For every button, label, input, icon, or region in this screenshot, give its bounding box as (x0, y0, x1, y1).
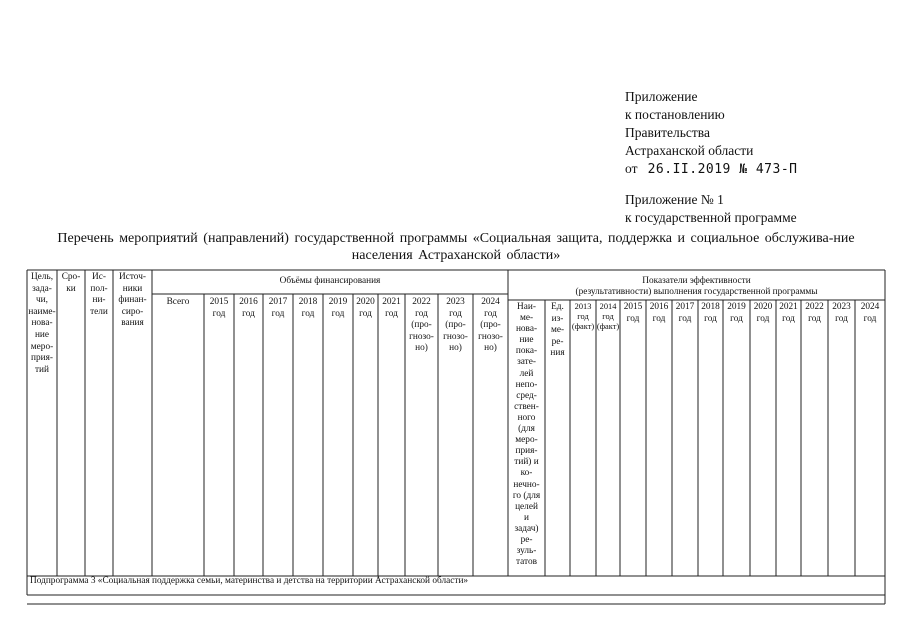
col-header-ind-2019: 2019 год (727, 302, 746, 324)
col-header-ind-2016: 2016 год (649, 302, 669, 324)
col-header-fin-total: Всего (166, 297, 190, 307)
col-header-ind-name: Наи- ме- нова- ние пока- зате- лей непо- сред- ствен- ного (для меро- прия- тий) и ко- нечно- го (для целей и задач) ре- зуль- татов (512, 302, 541, 568)
group-header-indicators: Показатели эффективности (результативности) выполнения государственной программы (575, 276, 818, 297)
col-header-fin-2023: 2023 год (про- гнозо- но) (443, 297, 468, 354)
col-header-ind-2017: 2017 год (675, 302, 695, 324)
subprogram-row: Подпрограмма 3 «Социальная поддержка семьи, материнства и детства на территории Астраханской области» (30, 576, 469, 586)
col-header-fin-2016: 2016 год (239, 297, 258, 319)
col-header-fin-2018: 2018 год (298, 297, 318, 319)
appendix-line-3: Правительства (625, 125, 710, 140)
col-header-ind-2014: 2014 год (факт) (596, 302, 620, 331)
appendix-line-6: Приложение № 1 (625, 192, 724, 207)
col-header-terms: Сро- ки (61, 272, 81, 294)
col-header-ind-2020: 2020 год (753, 302, 773, 324)
col-header-fin-2017: 2017 год (268, 297, 288, 319)
document-title: Перечень мероприятий (направлений) государственной программы «Социальная защита, поддержка и социальное обслужива-ние населения Астраханской области» (57, 231, 855, 263)
col-header-fin-2015: 2015 год (209, 297, 229, 319)
col-header-ind-2022: 2022 год (805, 302, 824, 324)
col-header-ind-2013: 2013 год (факт) (571, 302, 595, 331)
col-header-sources: Источ- ники финан- сиро- вания (118, 272, 147, 329)
col-header-goal: Цель, зада- чи, наиме- нова- ние меро- прия- тий (28, 272, 56, 375)
from-label: от (625, 161, 638, 176)
stamp-date-number: 26.II.2019 № 473-П (647, 162, 798, 177)
appendix-line-2: к постановлению (625, 107, 725, 122)
col-header-fin-2019: 2019 год (328, 297, 348, 319)
col-header-executors: Ис- пол- ни- тели (90, 272, 108, 317)
appendix-line-1: Приложение (625, 89, 698, 104)
col-header-ind-2018: 2018 год (701, 302, 720, 324)
col-header-ind-2024: 2024 год (860, 302, 880, 324)
col-header-ind-2023: 2023 год (832, 302, 851, 324)
group-header-finance: Объёмы финансирования (279, 276, 381, 286)
col-header-ind-unit: Ед. из- ме- ре- ния (550, 302, 565, 359)
appendix-line-7: к государственной программе (625, 210, 797, 225)
col-header-ind-2015: 2015 год (623, 302, 643, 324)
col-header-fin-2024: 2024 год (про- гнозо- но) (478, 297, 503, 354)
col-header-fin-2020: 2020 год (356, 297, 375, 319)
appendix-line-4: Астраханской области (625, 143, 754, 158)
col-header-ind-2021: 2021 год (779, 302, 798, 324)
col-header-fin-2022: 2022 год (про- гнозо- но) (409, 297, 434, 354)
col-header-fin-2021: 2021 год (382, 297, 401, 319)
